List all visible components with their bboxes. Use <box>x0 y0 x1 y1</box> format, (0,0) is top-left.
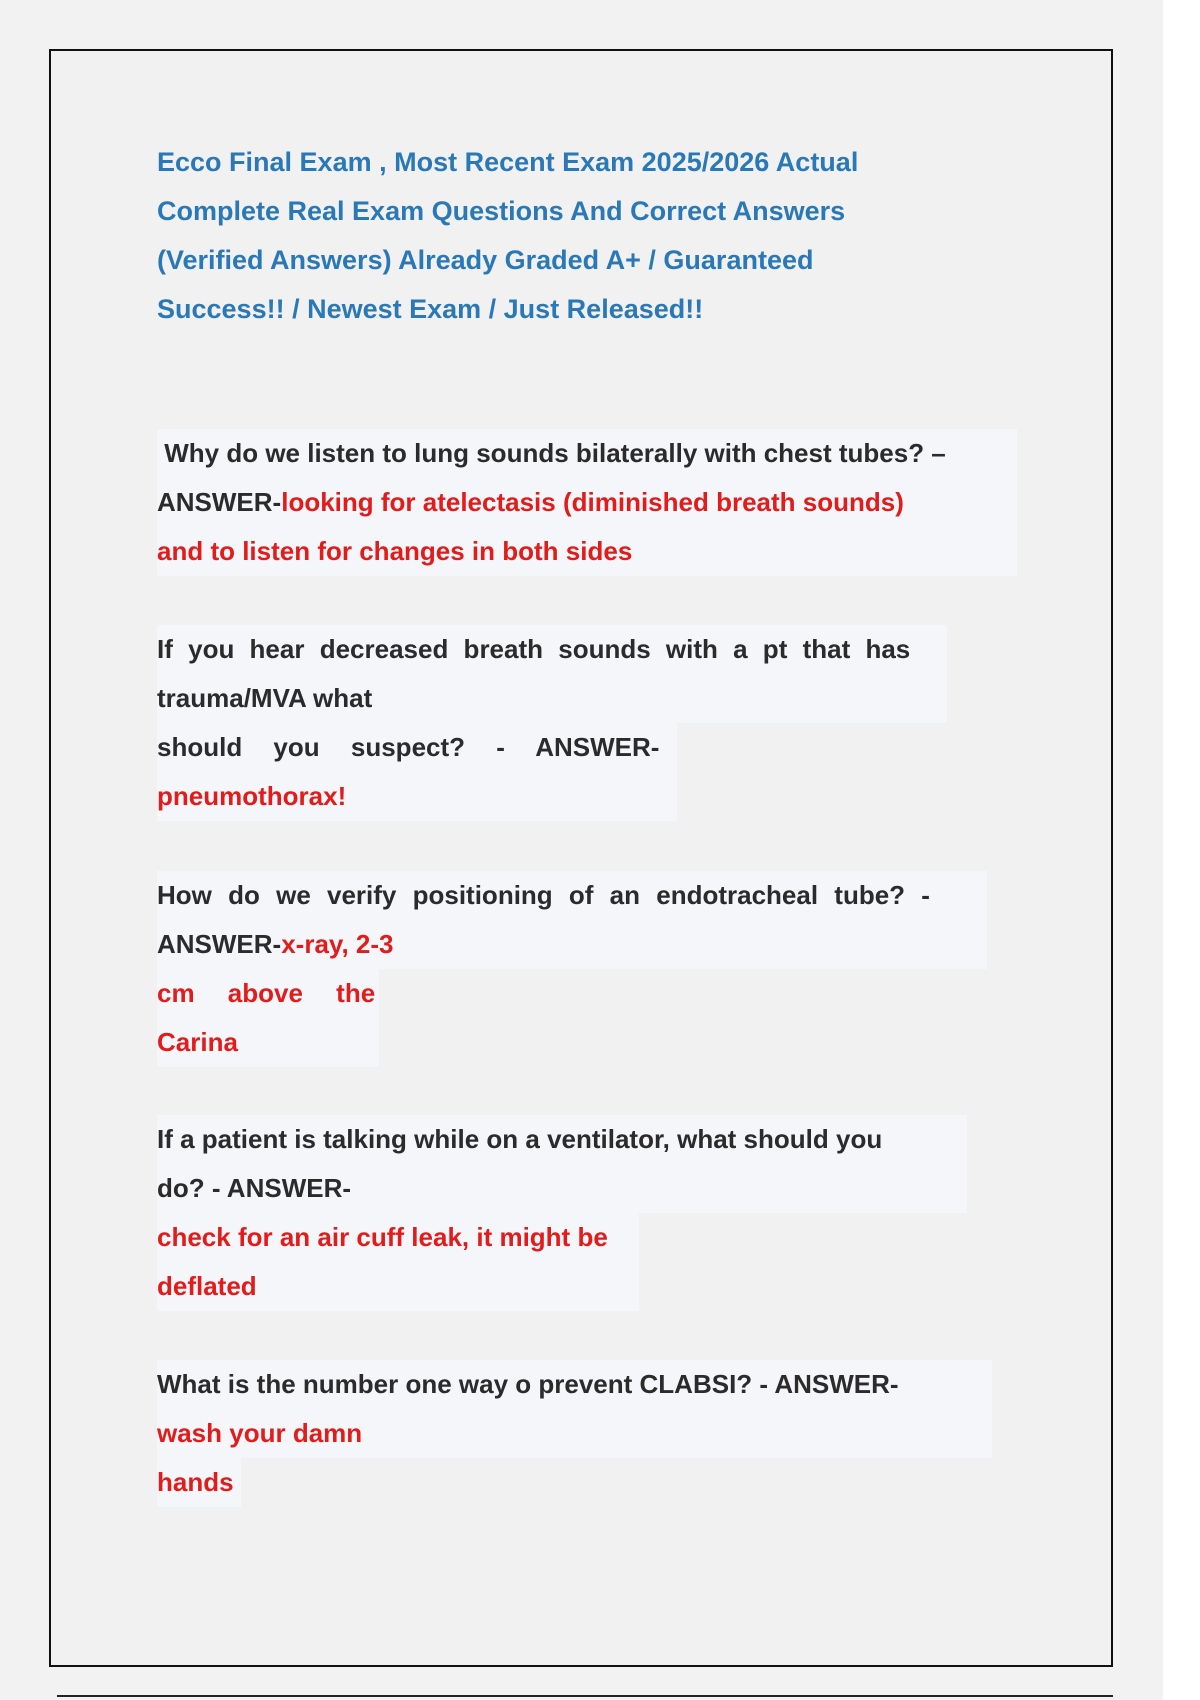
question-text: Why do we listen to lung sounds bilaterally with chest tubes? – <box>157 429 1017 478</box>
answer-prefix: ANSWER- <box>535 732 660 762</box>
answer-prefix: ANSWER- <box>157 929 282 959</box>
page-margin-strip <box>1163 0 1200 1700</box>
answer-text: Carina <box>157 1018 379 1067</box>
question-text: trauma/MVA what <box>157 674 947 723</box>
title-line: Complete Real Exam Questions And Correct Answers <box>157 196 846 226</box>
answer-line <box>157 920 987 969</box>
question-text: If a patient is talking while on a ventilator, what should you <box>157 1115 967 1164</box>
document-title <box>157 138 917 334</box>
answer-text: hands <box>157 1458 241 1507</box>
answer-text: pneumothorax! <box>157 772 677 821</box>
answer-text: deflated <box>157 1262 639 1311</box>
answer-text: looking for atelectasis (diminished breath sounds) <box>281 487 904 517</box>
answer-text: and to listen for changes in both sides <box>157 527 1017 576</box>
title-line: (Verified Answers) Already Graded A+ / Guaranteed <box>157 245 814 275</box>
qa-item-1 <box>157 429 1017 576</box>
qa-item-2 <box>157 625 947 821</box>
answer-text: x-ray, 2-3 <box>281 929 394 959</box>
question-text: do? - ANSWER- <box>157 1164 967 1213</box>
answer-text: cm above the <box>157 969 379 1018</box>
answer-prefix: ANSWER- <box>774 1369 899 1399</box>
question-text: What is the number one way o prevent CLABSI? - ANSWER- <box>157 1360 992 1409</box>
qa-item-5 <box>157 1360 997 1507</box>
question-text: How do we verify positioning of an endotracheal tube? - <box>157 871 987 920</box>
question-text: should you suspect? - ANSWER- <box>157 723 677 772</box>
title-line: Success!! / Newest Exam / Just Released!! <box>157 294 704 324</box>
bottom-divider <box>57 1695 1113 1697</box>
answer-prefix: ANSWER- <box>157 487 282 517</box>
title-line: Ecco Final Exam , Most Recent Exam 2025/2026 Actual <box>157 147 859 177</box>
qa-item-3 <box>157 871 987 1067</box>
answer-line <box>157 478 1017 527</box>
qa-item-4 <box>157 1115 967 1311</box>
answer-text: wash your damn <box>157 1409 992 1458</box>
question-text: If you hear decreased breath sounds with a pt that has <box>157 625 947 674</box>
answer-text: check for an air cuff leak, it might be <box>157 1213 639 1262</box>
answer-prefix: ANSWER- <box>226 1173 352 1203</box>
